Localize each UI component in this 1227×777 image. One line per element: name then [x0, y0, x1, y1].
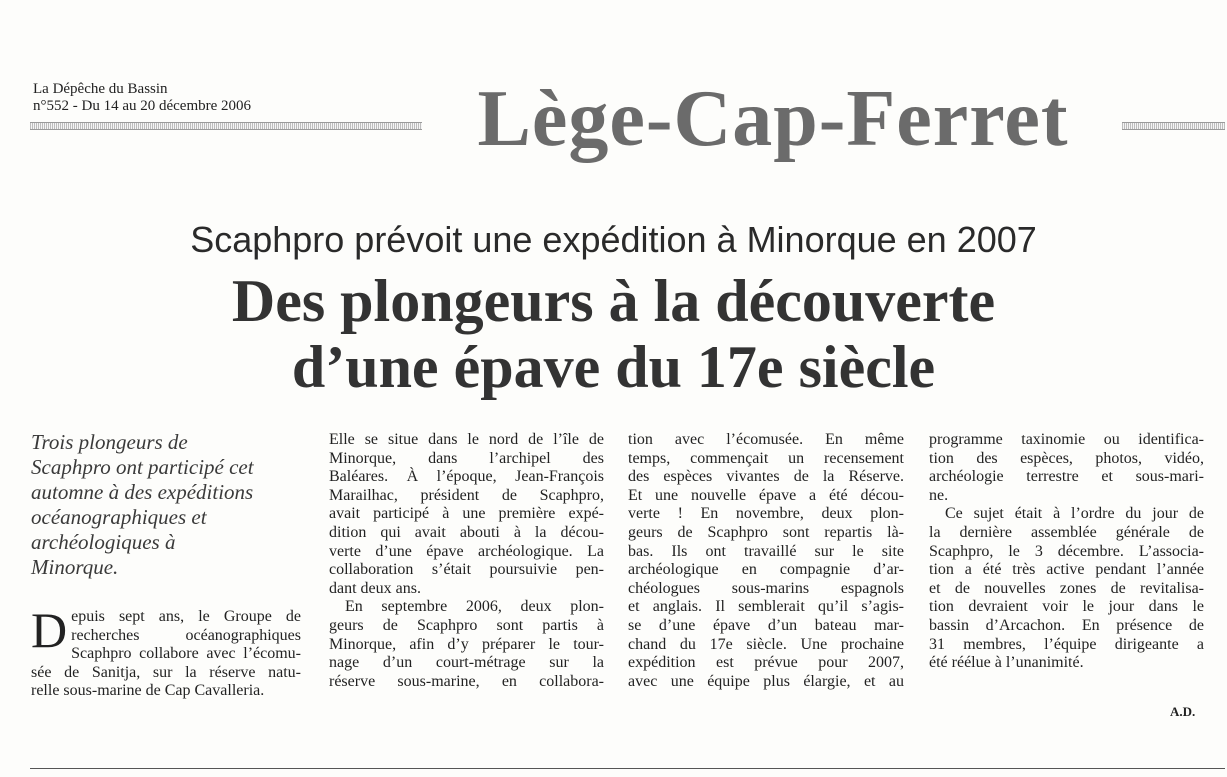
headline-line: Des plongeurs à la découverte [231, 268, 996, 334]
masthead-rule-left [30, 122, 422, 130]
body-line: dition qui avait abouti à la décou- [329, 523, 604, 541]
body-line: Elle se situe dans le nord de l’île de [329, 431, 604, 448]
lead-line: Minorque. [31, 555, 119, 579]
body-line: Minorque, afin d’y préparer le tour- [329, 635, 604, 653]
body-line: bassin d’Arcachon. En présence de [929, 616, 1204, 634]
body-line: ne. [929, 486, 949, 504]
author-signature: A.D. [1170, 704, 1196, 719]
body-line: verte ! En novembre, deux plon- [628, 505, 904, 523]
lead-line: Trois plongeurs de [31, 430, 188, 454]
body-line: relle sous-marine de Cap Cavalleria. [31, 682, 265, 700]
body-line: Baléares. À l’époque, Jean-François [329, 468, 604, 486]
body-line: bas. Ils ont travaillé sur le site [628, 542, 904, 560]
publication-name: La Dépêche du Bassin [33, 81, 168, 97]
body-line: collaboration s’était poursuivie pen- [329, 561, 604, 579]
body-line: verte d’une épave archéologique. La [329, 542, 604, 560]
body-line: En septembre 2006, deux plon- [345, 598, 604, 616]
bottom-rule [30, 768, 1225, 769]
body-line: été réélue à l’unanimité. [929, 654, 1084, 672]
body-line: expédition est prévue pour 2007, [628, 654, 904, 672]
body-line: archéologique en compagnie d’ar- [628, 561, 904, 579]
body-line: chand du 17e siècle. Une prochaine [628, 635, 904, 653]
body-line: réserve sous-marine, en collabora- [329, 672, 604, 690]
body-line: dant deux ans. [329, 579, 421, 597]
body-line: avec une équipe plus élargie, et au [628, 672, 904, 690]
body-line: se d’une épave d’un bateau mar- [628, 616, 904, 634]
body-line: la dernière assemblée générale de [929, 523, 1204, 541]
body-line: nage d’un court-métrage sur la [329, 654, 604, 672]
lead-line: archéologiques à [31, 530, 176, 554]
masthead-rule-right [1122, 122, 1225, 130]
body-line: avait participé à une première expé- [329, 505, 604, 523]
body-line: Minorque, dans l’archipel des [329, 449, 604, 467]
body-line: archéologie terrestre et sous-mari- [929, 468, 1204, 486]
body-line: 31 membres, l’équipe dirigeante a [929, 635, 1204, 653]
lead-line: Scaphpro ont participé cet [31, 455, 254, 479]
article-column-3 [628, 431, 904, 691]
body-line: Ce sujet était à l’ordre du jour de [945, 505, 1204, 523]
body-line: Et une nouvelle épave a été décou- [628, 486, 904, 504]
body-line: tion a été très active pendant l’année [929, 561, 1204, 579]
body-line: tion devraient voir le jour dans le [929, 598, 1204, 616]
lead-line: automne à des expéditions [31, 480, 254, 504]
article-lead [31, 430, 306, 580]
body-line: sée de Sanitja, sur la réserve natu- [31, 663, 301, 681]
body-line: Scaphpro, le 3 décembre. L’associa- [929, 542, 1204, 560]
publication-info [33, 81, 251, 115]
article-subtitle: Scaphpro prévoit une expédition à Minorque en 2007 [190, 219, 1037, 260]
article-headline [0, 268, 1227, 400]
body-line: des espèces vivantes de la Réserve. [628, 468, 904, 486]
article-column-1 [31, 602, 301, 701]
body-line: epuis sept ans, le Groupe de [71, 608, 301, 625]
body-line: recherches océanographiques [71, 626, 301, 644]
lead-line: océanographiques et [31, 505, 207, 529]
body-line: geurs de Scaphpro sont repartis là- [628, 523, 904, 541]
body-line: chéologues sous-marins espagnols [628, 579, 904, 597]
body-line: tion avec l’écomusée. En même [628, 431, 904, 448]
headline-line: d’une épave du 17e siècle [291, 334, 936, 400]
body-line: temps, commençait un recensement [628, 449, 904, 467]
section-title: Lège-Cap-Ferret [477, 75, 1069, 163]
article-column-2 [329, 431, 604, 691]
issue-date: n°552 - Du 14 au 20 décembre 2006 [33, 98, 252, 114]
body-line: programme taxinomie ou identifica- [929, 431, 1204, 448]
article-column-4 [929, 431, 1204, 673]
body-line: Marailhac, président de Scaphpro, [329, 486, 604, 504]
body-line: et de nouvelles zones de revitalisa- [929, 579, 1204, 597]
body-line: Scaphpro collabore avec l’écomu- [71, 645, 301, 663]
body-line: et anglais. Il semblerait qu’il s’agis- [628, 598, 904, 616]
body-line: geurs de Scaphpro sont partis à [329, 616, 604, 634]
body-line: tion des espèces, photos, vidéo, [929, 449, 1204, 467]
drop-cap: D [31, 602, 68, 658]
